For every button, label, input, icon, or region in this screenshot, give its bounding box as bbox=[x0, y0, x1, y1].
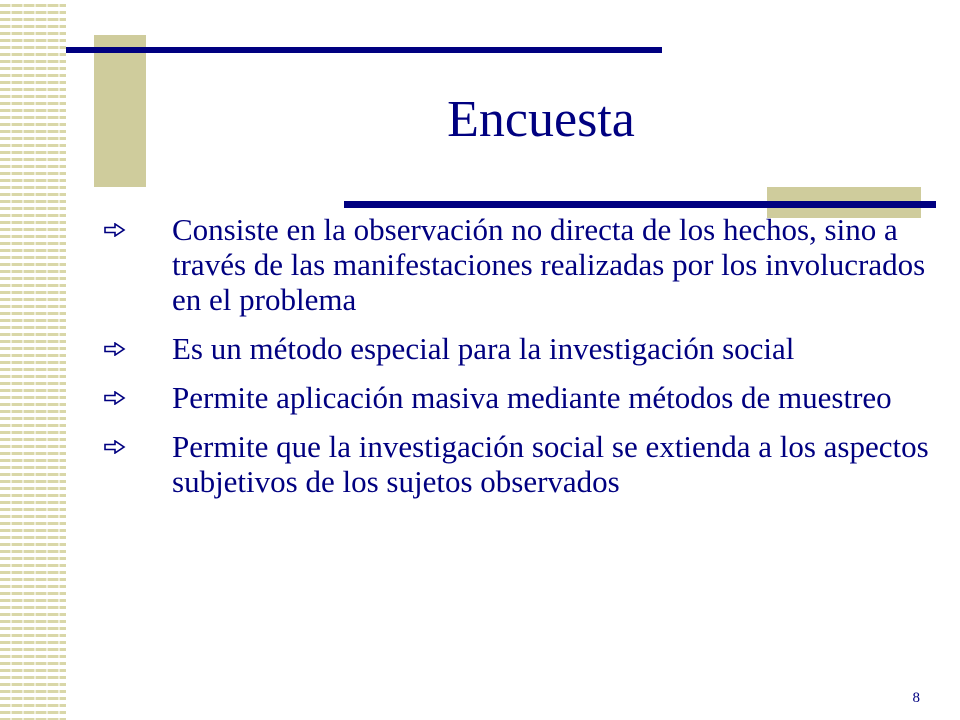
bullet-text: Permite aplicación masiva mediante métodos de muestreo bbox=[172, 380, 892, 415]
slide-title: Encuesta bbox=[447, 91, 635, 148]
bullet-item bbox=[104, 331, 934, 366]
hollow-arrow-right-icon bbox=[104, 391, 126, 405]
bullet-item bbox=[104, 380, 934, 415]
top-rule bbox=[66, 47, 662, 53]
hollow-arrow-right-icon bbox=[104, 223, 126, 237]
bullet-item bbox=[104, 429, 934, 499]
bullet-text: Permite que la investigación social se extienda a los aspectos subjetivos de los sujetos observados bbox=[172, 429, 929, 499]
page-number: 8 bbox=[912, 690, 920, 706]
left-stripe-decoration bbox=[0, 0, 66, 720]
hollow-arrow-right-icon bbox=[104, 440, 126, 454]
bullet-text: Consiste en la observación no directa de los hechos, sino a través de las manifestaciones realizadas por los involucrados en el problema bbox=[172, 212, 926, 317]
olive-accent-block-top bbox=[94, 35, 146, 187]
title-underline-rule bbox=[344, 201, 936, 208]
hollow-arrow-right-icon bbox=[104, 342, 126, 356]
bullet-item bbox=[104, 212, 934, 317]
bullet-text: Es un método especial para la investigación social bbox=[172, 331, 795, 366]
bullet-list bbox=[104, 212, 934, 513]
